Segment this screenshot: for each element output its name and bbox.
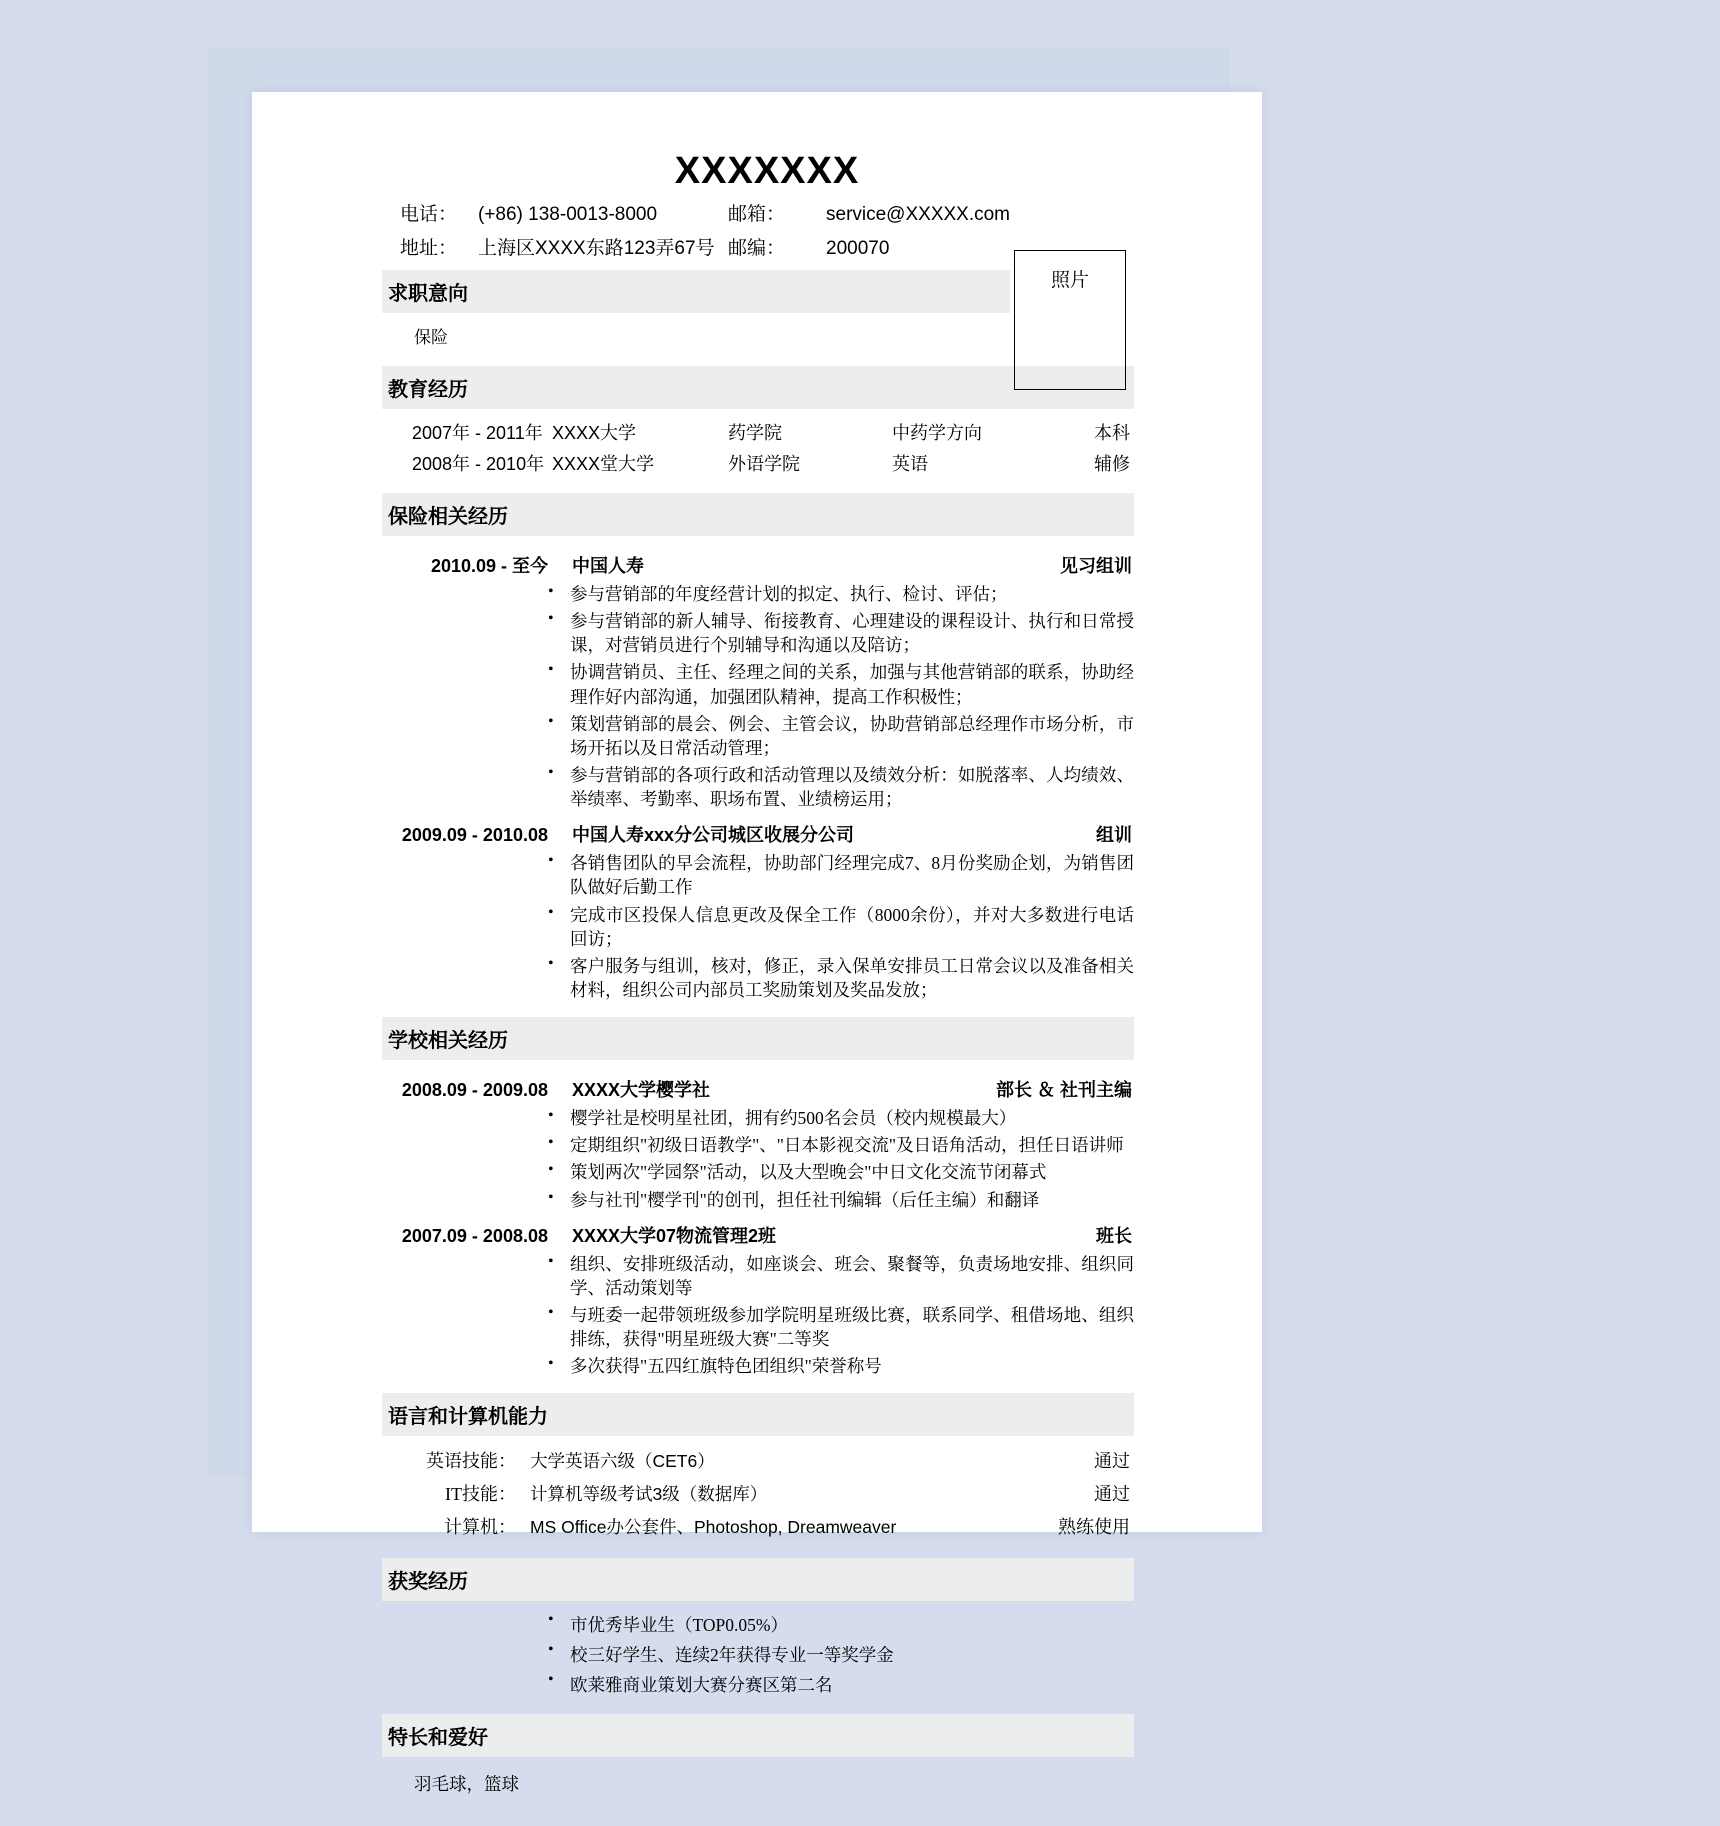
education-period: 2007年 - 2011年 (412, 423, 543, 443)
resume-content (382, 150, 1134, 1802)
experience-role: 见习组训 (1060, 556, 1132, 576)
section-header-awards: 获奖经历 (382, 1558, 1134, 1601)
experience-role: 组训 (1096, 825, 1132, 846)
experience-header (382, 1076, 1134, 1102)
zip-label: 邮编： (728, 238, 786, 259)
zip-value: 200070 (826, 238, 890, 259)
list-item: • 组织、安排班级活动，如座谈会、班会、聚餐等，负责场地安排、组织同学、活动策划等 (546, 1252, 1134, 1300)
education-period: 2008年 - 2010年 (412, 454, 545, 474)
education-school: XXXX大学 (552, 423, 637, 443)
experience-date: 2008.09 - 2009.08 (401, 1080, 548, 1101)
list-item: • 各销售团队的早会流程，协助部门经理完成7、8月份奖励企划，为销售团队做好后勤工作 (546, 851, 1134, 899)
experience-header (382, 821, 1134, 847)
list-item: • 欧莱雅商业策划大赛分赛区第二名 (546, 1672, 1134, 1697)
phone-value: (+86) 138-0013-8000 (478, 204, 658, 225)
table-row (382, 1513, 1134, 1539)
education-degree: 本科 (1094, 423, 1130, 443)
experience-bullet-list (382, 1252, 1134, 1379)
experience-date: 2007.09 - 2008.08 (401, 1225, 548, 1246)
list-item: • 定期组织"初级日语教学"、"日本影视交流"及日语角活动，担任日语讲师 (546, 1133, 1134, 1157)
list-item: • 参与营销部的各项行政和活动管理以及绩效分析：如脱落率、人均绩效、举绩率、考勤率、职场布置、业绩榜运用； (546, 763, 1134, 811)
experience-organization: 中国人寿 (572, 556, 644, 576)
experience-date: 2010.09 - 至今 (430, 556, 548, 576)
list-item: • 校三好学生、连续2年获得专业一等奖学金 (546, 1642, 1134, 1667)
list-item: • 樱学社是校明星社团，拥有约500名会员（校内规模最大） (546, 1106, 1134, 1130)
section-header-hobbies: 特长和爱好 (382, 1714, 1134, 1757)
education-college: 药学院 (728, 423, 782, 443)
list-item: • 参与营销部的年度经营计划的拟定、执行、检讨、评估； (546, 582, 1134, 606)
table-row (382, 419, 1134, 445)
experience-header (382, 552, 1134, 578)
section-body-skills (382, 1436, 1134, 1548)
list-item: • 参与营销部的新人辅导、衔接教育、心理建设的课程设计、执行和日常授课，对营销员进行个别辅导和沟通以及陪访； (546, 609, 1134, 657)
list-item: • 策划两次"学园祭"活动，以及大型晚会"中日文化交流节闭幕式 (546, 1160, 1134, 1184)
experience-organization: XXXX大学07物流管理2班 (572, 1225, 777, 1246)
skill-label: 英语技能： (426, 1451, 516, 1472)
address-label: 地址： (400, 238, 458, 259)
table-row (382, 450, 1134, 476)
experience-role: 部长 ＆ 社刊主编 (995, 1080, 1132, 1101)
section-header-school-experience: 学校相关经历 (382, 1017, 1134, 1060)
skill-value: MS Office办公套件、Photoshop, Dreamweaver (530, 1517, 897, 1538)
section-body-awards (382, 1601, 1134, 1704)
table-row (382, 1480, 1134, 1506)
address-value: 上海区XXXX东路123弄67号 (478, 238, 715, 259)
experience-role: 班长 (1096, 1225, 1132, 1246)
skill-label: 计算机： (444, 1517, 516, 1538)
list-item: • 策划营销部的晨会、例会、主管会议，协助营销部总经理作市场分析，市场开拓以及日常活动管理； (546, 712, 1134, 760)
contact-row-address (400, 233, 1040, 260)
experience-bullet-list (382, 851, 1134, 1002)
skill-status: 通过 (1094, 1484, 1130, 1505)
table-row (382, 1447, 1134, 1473)
section-header-objective: 求职意向 (382, 270, 1010, 313)
list-item: • 市优秀毕业生（TOP0.05%） (546, 1612, 1134, 1637)
skill-status: 通过 (1094, 1451, 1130, 1472)
experience-bullet-list (382, 582, 1134, 811)
list-item: • 参与社刊"樱学刊"的创刊，担任社刊编辑（后任主编）和翻译 (546, 1188, 1134, 1212)
education-major: 英语 (892, 454, 928, 474)
photo-placeholder-label: 照片 (1050, 270, 1089, 291)
contact-block (400, 199, 1040, 260)
section-body-school-experience (382, 1060, 1134, 1383)
skill-label: IT技能： (445, 1484, 516, 1505)
section-header-education: 教育经历 (382, 366, 1134, 409)
section-header-insurance-experience: 保险相关经历 (382, 493, 1134, 536)
section-body-education (382, 409, 1134, 483)
page-title: XXXXXXX (674, 150, 860, 192)
list-item: • 协调营销员、主任、经理之间的关系，加强与其他营销部的联系，协助经理作好内部沟通，加强团队精神，提高工作积极性； (546, 660, 1134, 708)
contact-row-phone (400, 199, 1040, 226)
skill-value: 大学英语六级（CET6） (530, 1451, 715, 1472)
section-body-hobbies (382, 1757, 1134, 1802)
list-item: • 与班委一起带领班级参加学院明星班级比赛，联系同学、租借场地、组织排练，获得"明星班级大赛"二等奖 (546, 1303, 1134, 1351)
email-value: service@XXXXX.com (826, 204, 1011, 225)
photo-placeholder-box (1014, 250, 1126, 390)
education-college: 外语学院 (728, 454, 800, 474)
experience-organization: 中国人寿xxx分公司城区收展分公司 (572, 825, 855, 846)
section-header-skills: 语言和计算机能力 (382, 1393, 1134, 1436)
phone-label: 电话： (400, 204, 458, 225)
education-degree: 辅修 (1094, 454, 1130, 474)
skill-value: 计算机等级考试3级（数据库） (530, 1484, 768, 1505)
education-major: 中药学方向 (892, 423, 982, 443)
list-item: • 客户服务与组训，核对，修正，录入保单安排员工日常会议以及准备相关材料，组织公司内部员工奖励策划及奖品发放； (546, 954, 1134, 1002)
experience-organization: XXXX大学樱学社 (572, 1080, 711, 1101)
experience-date: 2009.09 - 2010.08 (401, 825, 548, 846)
education-school: XXXX堂大学 (552, 454, 655, 474)
resume-page (252, 92, 1262, 1795)
email-label: 邮箱： (728, 204, 786, 225)
section-body-insurance-experience (382, 536, 1134, 1007)
objective-value: 保险 (414, 328, 448, 347)
experience-bullet-list (382, 1106, 1134, 1212)
list-item: • 多次获得"五四红旗特色团组织"荣誉称号 (546, 1354, 1134, 1378)
hobbies-value: 羽毛球，篮球 (414, 1774, 519, 1795)
list-item: • 完成市区投保人信息更改及保全工作（8000余份），并对大多数进行电话回访； (546, 903, 1134, 951)
awards-list (382, 1612, 1134, 1697)
skill-status: 熟练使用 (1058, 1517, 1130, 1538)
experience-header (382, 1222, 1134, 1248)
